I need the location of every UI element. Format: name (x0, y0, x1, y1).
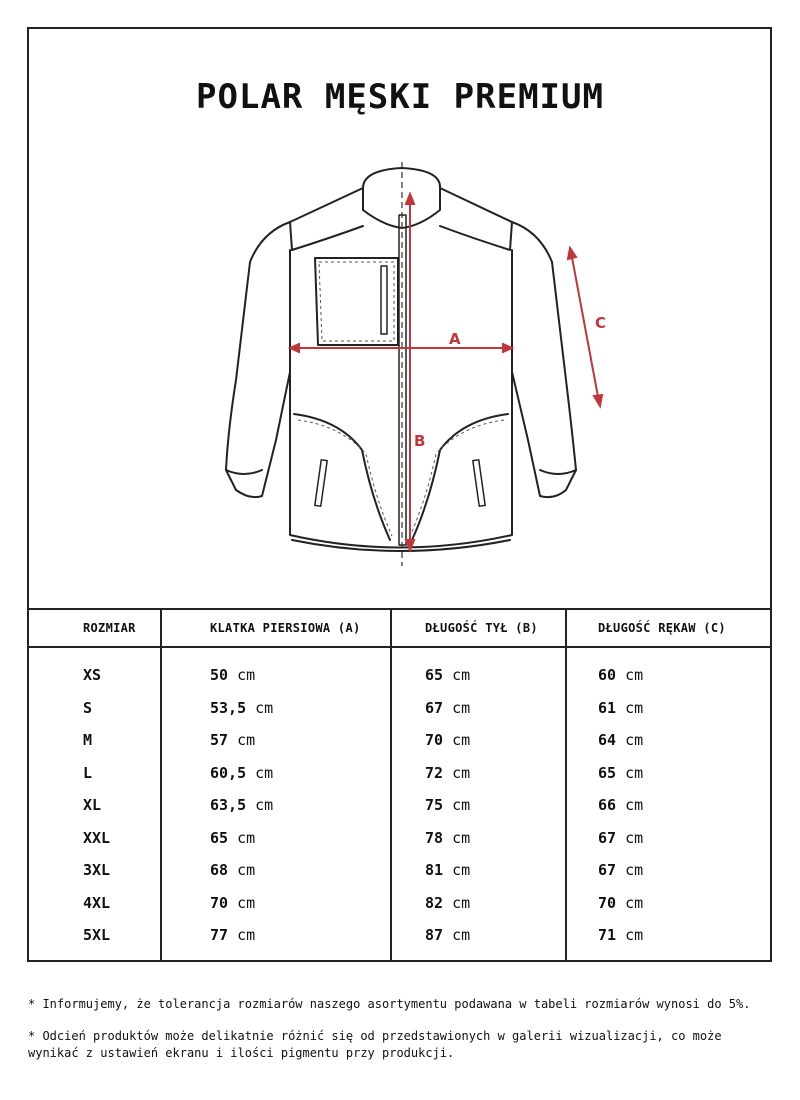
right-pocket (412, 414, 508, 540)
sleeve-value: 66 (598, 796, 617, 814)
back-cell (425, 829, 470, 847)
unit-label: cm (452, 828, 471, 847)
sleeve-value: 67 (598, 828, 617, 847)
unit-label: cm (625, 861, 644, 879)
chest-value: 68 (210, 861, 229, 879)
chest-cell (210, 731, 255, 749)
chest-cell (210, 699, 273, 717)
sleeve-cell (598, 731, 643, 749)
chest-cell (210, 861, 255, 879)
back-cell (425, 894, 470, 912)
unit-label: cm (452, 893, 471, 912)
size-cell: XXL (83, 828, 111, 847)
chest-value: 57 (210, 731, 229, 749)
sleeve-value: 64 (598, 731, 617, 749)
unit-label: cm (625, 828, 644, 847)
back-value: 81 (425, 861, 444, 879)
unit-label: cm (625, 731, 644, 749)
unit-label: cm (452, 861, 471, 879)
back-cell (425, 699, 470, 717)
size-cell: 4XL (83, 893, 111, 912)
unit-label: cm (452, 731, 471, 749)
back-cell (425, 731, 470, 749)
unit-label: cm (237, 731, 256, 749)
chest-cell (210, 829, 255, 847)
chest-value: 77 (210, 926, 229, 944)
unit-label: cm (625, 698, 644, 717)
table-row (0, 829, 800, 861)
unit-label: cm (625, 893, 644, 912)
label-a: A (449, 330, 461, 348)
chest-value: 50 (210, 666, 229, 684)
sleeve-value: 65 (598, 763, 617, 782)
sleeve-cell (598, 699, 643, 717)
back-value: 82 (425, 893, 444, 912)
header-sleeve-length: DŁUGOŚĆ RĘKAW (C) (598, 621, 726, 635)
table-header-divider (27, 646, 772, 648)
sleeve-cell (598, 666, 643, 684)
chest-cell (210, 764, 273, 782)
header-chest: KLATKA PIERSIOWA (A) (210, 621, 361, 635)
unit-label: cm (625, 666, 644, 684)
chest-cell (210, 666, 255, 684)
unit-label: cm (237, 926, 256, 944)
unit-label: cm (625, 796, 644, 814)
size-cell: 3XL (83, 861, 111, 879)
unit-label: cm (452, 926, 471, 944)
note-tolerance: * Informujemy, że tolerancja rozmiarów naszego asortymentu podawana w tabeli rozmiarów wynosi do 5%. (28, 997, 751, 1011)
unit-label: cm (237, 828, 256, 847)
unit-label: cm (237, 666, 256, 684)
table-row (0, 926, 800, 958)
unit-label: cm (452, 796, 471, 814)
chest-value: 63,5 (210, 796, 247, 814)
back-value: 72 (425, 763, 444, 782)
size-cell: L (83, 763, 93, 782)
unit-label: cm (255, 796, 274, 814)
jacket-illustration (200, 160, 620, 580)
sleeve-cell (598, 796, 643, 814)
sleeve-value: 61 (598, 698, 617, 717)
unit-label: cm (237, 893, 256, 912)
size-cell: XL (83, 796, 102, 814)
left-pocket (294, 414, 390, 540)
back-value: 65 (425, 666, 444, 684)
size-cell: M (83, 731, 93, 749)
unit-label: cm (625, 763, 644, 782)
page-title: POLAR MĘSKI PREMIUM (196, 77, 604, 117)
sleeve-value: 60 (598, 666, 617, 684)
header-back-length: DŁUGOŚĆ TYŁ (B) (425, 621, 538, 635)
sleeve-cell (598, 829, 643, 847)
sleeve-value: 71 (598, 926, 617, 944)
back-value: 67 (425, 698, 444, 717)
table-row (0, 894, 800, 926)
chest-value: 65 (210, 828, 229, 847)
sleeve-cell (598, 894, 643, 912)
size-cell: S (83, 698, 93, 717)
size-cell: 5XL (83, 926, 111, 944)
chest-cell (210, 894, 255, 912)
unit-label: cm (452, 666, 471, 684)
chest-value: 70 (210, 893, 229, 912)
note-color: * Odcień produktów może delikatnie różnić się od przedstawionych w galerii wizualizacji, co może wynikać z ustawień ekranu i ilości pigmentu przy produkcji. (28, 1029, 722, 1060)
unit-label: cm (255, 763, 274, 782)
back-cell (425, 666, 470, 684)
back-value: 75 (425, 796, 444, 814)
table-row (0, 861, 800, 893)
unit-label: cm (237, 861, 256, 879)
back-value: 70 (425, 731, 444, 749)
table-top-border (27, 608, 772, 610)
table-row (0, 666, 800, 698)
chest-value: 60,5 (210, 763, 247, 782)
back-value: 78 (425, 828, 444, 847)
chest-value: 53,5 (210, 698, 247, 717)
table-row (0, 731, 800, 763)
unit-label: cm (452, 763, 471, 782)
sleeve-cell (598, 926, 643, 944)
back-cell (425, 926, 470, 944)
unit-label: cm (255, 698, 274, 717)
chest-pocket (315, 258, 398, 345)
table-row (0, 796, 800, 828)
chest-cell (210, 926, 255, 944)
back-cell (425, 861, 470, 879)
unit-label: cm (625, 926, 644, 944)
table-row (0, 764, 800, 796)
label-b: B (414, 432, 426, 450)
back-cell (425, 796, 470, 814)
size-cell: XS (83, 666, 102, 684)
jacket-body-outline (226, 188, 576, 548)
table-row (0, 699, 800, 731)
notes (28, 996, 773, 1077)
unit-label: cm (452, 698, 471, 717)
sleeve-cell (598, 764, 643, 782)
chest-cell (210, 796, 273, 814)
sleeve-value: 67 (598, 861, 617, 879)
header-size: ROZMIAR (83, 621, 136, 635)
back-value: 87 (425, 926, 444, 944)
back-cell (425, 764, 470, 782)
sleeve-value: 70 (598, 893, 617, 912)
sleeve-cell (598, 861, 643, 879)
label-c: C (595, 314, 607, 332)
